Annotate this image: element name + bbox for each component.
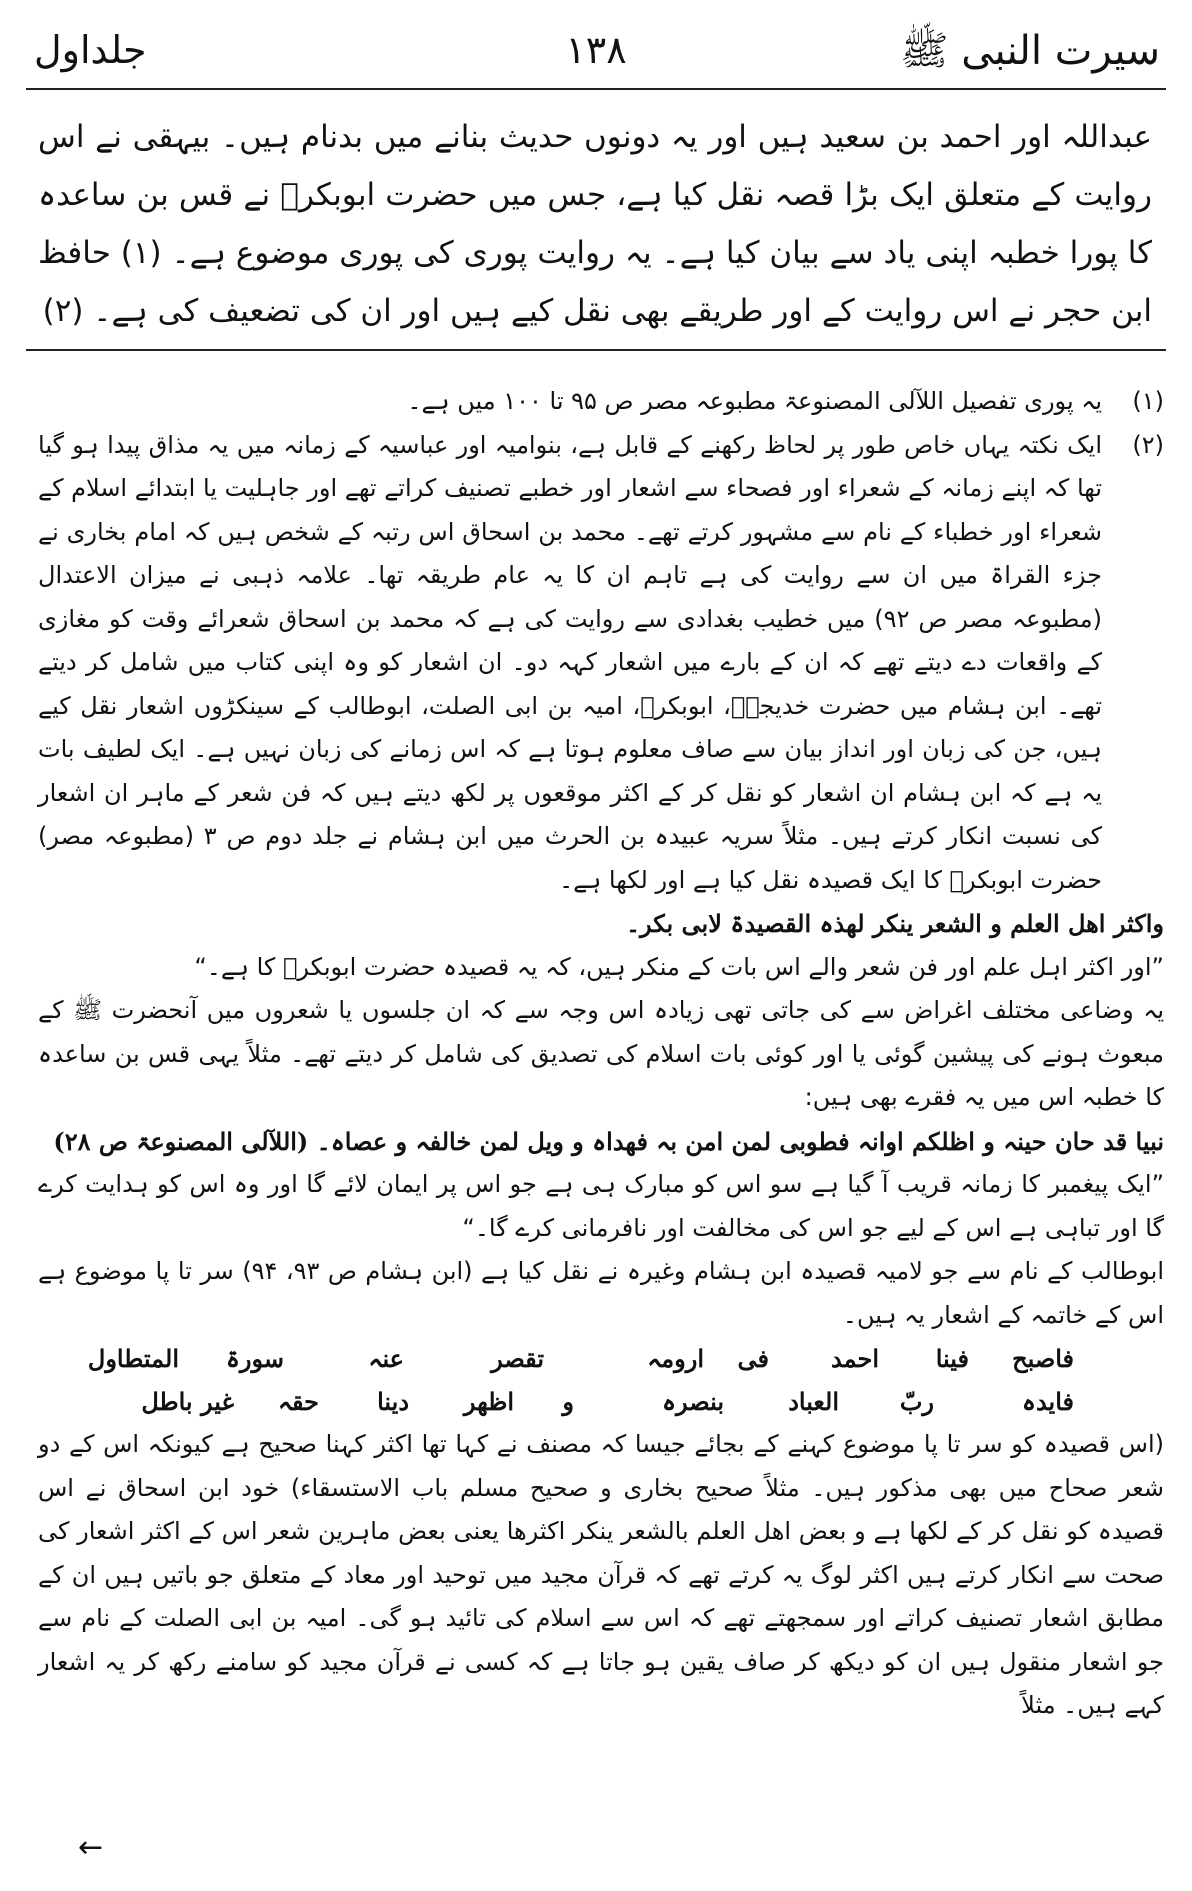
continue-arrow-icon: ← (78, 1830, 104, 1865)
arabic-quote: نبیا قد حان حینہ و اظلکم اوانہ فطوبی لمن امن بہ فھداہ و ویل لمن خالفہ و عصاہ۔ (اللآلی المصنوعۃ ص ۲۸) (53, 1126, 1164, 1156)
footnotes (38, 380, 1164, 1728)
footnote-2 (38, 424, 1164, 903)
main-text (38, 108, 1152, 340)
poem-word: المتطاول (87, 1344, 179, 1373)
poem-line (38, 1337, 1164, 1380)
poem-word: فینا (935, 1344, 969, 1373)
footnote-number: (۱) (1132, 387, 1164, 415)
poem-word: فاصبح (1012, 1344, 1074, 1373)
poem-word: دینا (377, 1387, 409, 1416)
footnote-number: (۲) (1132, 430, 1164, 459)
poem-word: العباد (788, 1387, 839, 1416)
poem-word: احمد (831, 1344, 879, 1373)
poem-word: سورۃ (225, 1344, 284, 1373)
poem-word: بنصرہ (661, 1387, 724, 1416)
poem-word: ارومہ (647, 1344, 704, 1373)
paragraph: ابوطالب کے نام سے جو لامیہ قصیدہ ابن ہشام وغیرہ نے نقل کیا ہے (ابن ہشام ص ۹۳، ۹۴) سر تا پا موضوع ہے اس کے خاتمہ کے اشعار یہ ہیں۔ (38, 1257, 1165, 1329)
poem-line (38, 1380, 1164, 1423)
footnote-divider (26, 349, 1166, 351)
footnote-text: ایک نکتہ یہاں خاص طور پر لحاظ رکھنے کے قابل ہے، بنوامیہ اور عباسیہ کے زمانہ میں یہ مذاق پیدا ہو گیا تھا کہ اپنے زمانہ کے شعراء اور فصحاء سے اشعار اور خطبے تصنیف کراتے تھے اور جاہلیت یا ابتدائے اسلام کے شعراء اور خطباء کے نام سے مشہور کرتے تھے۔ محمد بن اسحاق اس رتبہ کے شخص ہیں کہ امام بخاری نے جزء القراۃ میں ان سے روایت کی ہے تاہم ان کا یہ عام طریقہ تھا۔ علامہ ذہبی نے میزان الاعتدال (مطبوعہ مصر ص ۹۲) میں خطیب بغدادی سے روایت کی ہے کہ محمد بن اسحاق شعرائے وقت کو مغازی کے واقعات دے دیتے تھے کہ ان کے بارے میں اشعار کہہ دو۔ ان اشعار کو وہ اپنی کتاب میں شامل کر دیتے تھے۔ ابن ہشام میں حضرت خدیجہؓ، ابوبکرؓ، امیہ بن ابی الصلت، ابوطالب کے سینکڑوں اشعار نقل کیے ہیں، جن کی زبان اور انداز بیان سے صاف معلوم ہوتا ہے کہ اس زمانے کی زبان نہیں ہے۔ ایک لطیف بات یہ ہے کہ ابن ہشام ان اشعار کو نقل کر کے اکثر موقعوں پر لکھ دیتے ہیں کہ فن شعر کے ماہر ان اشعار کی نسبت انکار کرتے ہیں۔ مثلاً سریہ عبیدہ بن الحرث میں ابن ہشام نے جلد دوم ص ۳ (مطبوعہ مصر) حضرت ابوبکرؓ کا ایک قصیدہ نقل کیا ہے اور لکھا ہے۔ (38, 430, 1103, 894)
quote-translation: ”اور اکثر اہل علم اور فن شعر والے اس بات کے منکر ہیں، کہ یہ قصیدہ حضرت ابوبکرؓ کا ہے۔“ (194, 952, 1164, 981)
quote-translation: ”ایک پیغمبر کا زمانہ قریب آ گیا ہے سو اس کو مبارک ہی ہے جو اس پر ایمان لائے گا اور وہ اس کو ہدایت کرے گا اور تباہی ہے اس کے لیے جو اس کی مخالفت اور نافرمانی کرے گا۔“ (38, 1170, 1164, 1242)
paragraph: یہ وضاعی مختلف اغراض سے کی جاتی تھی زیادہ اس وجہ سے کہ ان جلسوں یا شعروں میں آنحضرت ﷺ کے مبعوث ہونے کی پیشین گوئی یا اور کوئی بات اسلام کی تصدیق کی شامل کر دیتے تھے۔ مثلاً یہی قس بن ساعدہ کا خطبہ اس میں یہ فقرے بھی ہیں: (38, 996, 1164, 1111)
poem-word: غیر باطل (141, 1387, 234, 1416)
poem-word: حقہ (277, 1387, 319, 1416)
volume-label: جلداول (34, 28, 147, 72)
page-header (26, 24, 1166, 90)
main-paragraph: عبداللہ اور احمد بن سعید ہیں اور یہ دونوں حدیث بنانے میں بدنام ہیں۔ بیہقی نے اس روایت کے متعلق ایک بڑا قصہ نقل کیا ہے، جس میں حضرت ابوبکرؓ نے قس بن ساعدہ کا پورا خطبہ اپنی یاد سے بیان کیا ہے۔ یہ روایت پوری کی پوری موضوع ہے۔ (۱) حافظ ابن حجر نے اس روایت کے اور طریقے بھی نقل کیے ہیں اور ان کی تضعیف کی ہے۔ (۲) (38, 119, 1152, 329)
poem-word: ربّ (899, 1387, 934, 1416)
poem-word: فایدہ (1021, 1387, 1074, 1416)
poem-word: اظھر (463, 1387, 514, 1416)
page-number: ۱۳۸ (565, 28, 627, 72)
arabic-quote: واکثر اھل العلم و الشعر ینکر لھذہ القصیدۃ لابی بکر۔ (625, 909, 1164, 938)
poem-word: عنہ (368, 1344, 404, 1373)
poem-word: و (562, 1387, 574, 1416)
paragraph: (اس قصیدہ کو سر تا پا موضوع کہنے کے بجائے جیسا کہ مصنف نے کہا تھا اکثر کہنا صحیح ہے کیونکہ اس کے دو شعر صحاح میں بھی مذکور ہیں۔ مثلاً صحیح بخاری و صحیح مسلم باب الاستسقاء) خود ابن اسحاق نے اس قصیدہ کو نقل کر کے لکھا ہے و بعض اھل العلم بالشعر ینکر اکثرھا یعنی بعض ماہرین شعر اس کے اکثر اشعار کی صحت سے انکار کرتے ہیں اکثر لوگ یہ کرتے تھے کہ قرآن مجید میں توحید اور معاد کے متعلق جو باتیں ہیں ان کے مطابق اشعار تصنیف کراتے اور سمجھتے تھے کہ اس سے اسلام کی تائید ہو گی۔ امیہ بن ابی الصلت کے نام سے جو اشعار منقول ہیں ان کو دیکھ کر صاف یقین ہو جاتا ہے کہ کسی نے قرآن مجید کو سامنے رکھ کر یہ اشعار کہے ہیں۔ مثلاً (38, 1430, 1164, 1719)
book-title: سیرت النبی ﷺ (900, 28, 1160, 74)
poem-word: تقصر (491, 1344, 544, 1373)
footnote-text: یہ پوری تفصیل اللآلی المصنوعۃ مطبوعہ مصر ص ۹۵ تا ۱۰۰ میں ہے۔ (407, 387, 1102, 415)
poem-word: فی (737, 1344, 769, 1373)
footnote-1 (38, 380, 1164, 424)
